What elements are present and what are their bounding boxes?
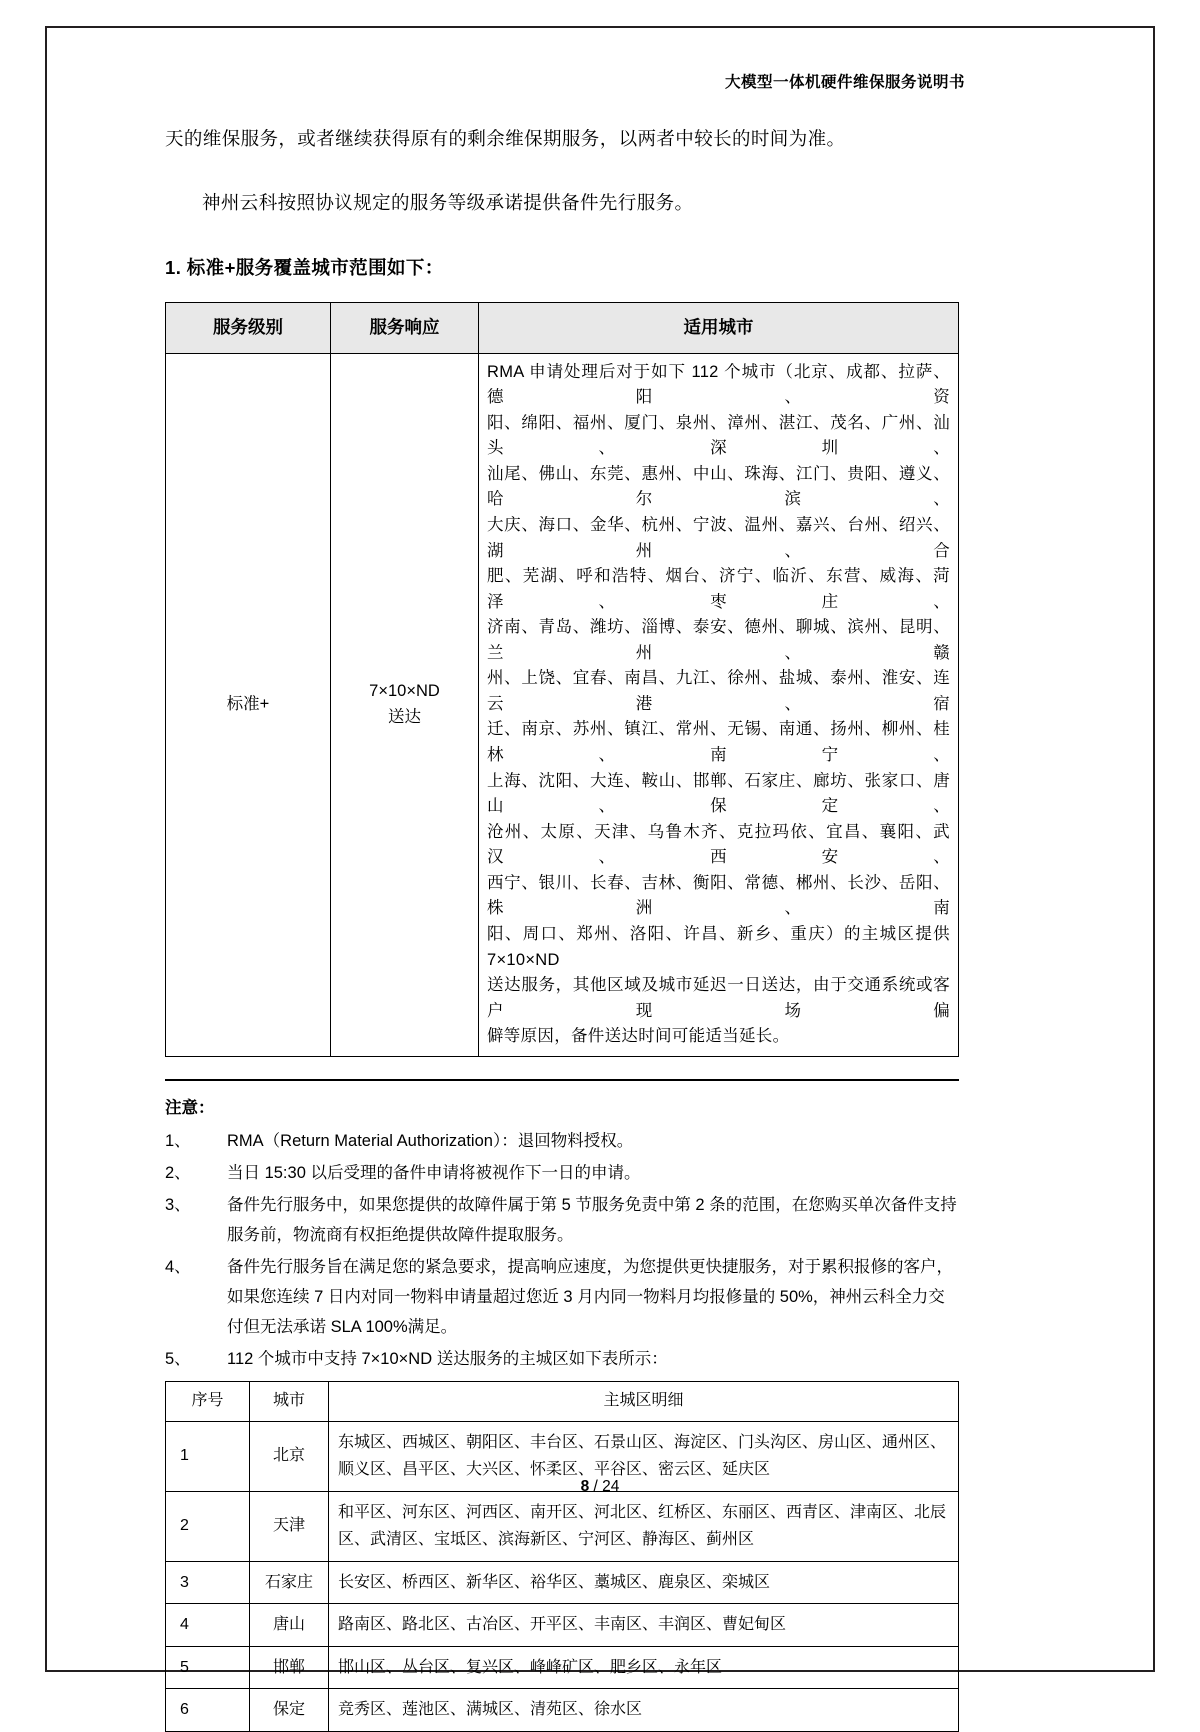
note-number: 1、 — [165, 1131, 191, 1150]
section-divider — [165, 1079, 959, 1081]
cell-district-detail: 长安区、桥西区、新华区、裕华区、藁城区、鹿泉区、栾城区 — [329, 1561, 959, 1604]
cities-line: 阳、绵阳、福州、厦门、泉州、漳州、湛江、茂名、广州、汕头、深圳、 — [487, 413, 950, 458]
cell-city: 北京 — [250, 1421, 329, 1491]
column-header-city: 城市 — [250, 1381, 329, 1421]
cities-line: 大庆、海口、金华、杭州、宁波、温州、嘉兴、台州、绍兴、湖州、合 — [487, 515, 950, 560]
cities-line: 上海、沈阳、大连、鞍山、邯郸、石家庄、廊坊、张家口、唐山、保定、 — [487, 771, 950, 816]
section-heading: 1. 标准+服务覆盖城市范围如下： — [165, 257, 444, 279]
list-item — [165, 1344, 959, 1374]
cities-line: RMA 申请处理后对于如下 112 个城市（北京、成都、拉萨、德阳、资 — [487, 362, 950, 407]
column-header-applicable-cities: 适用城市 — [479, 303, 959, 353]
table-row — [166, 1646, 959, 1689]
table-header-row — [166, 1381, 959, 1421]
cell-service-level: 标准+ — [166, 353, 331, 1056]
footer-separator: / — [593, 1478, 598, 1495]
cities-line: 送达服务，其他区域及城市延迟一日送达，由于交通系统或客户现场偏 — [487, 976, 950, 1020]
response-line-1: 7×10×ND — [369, 682, 440, 701]
footer-total-pages: 24 — [602, 1478, 620, 1495]
cities-line: 阳、周口、郑州、洛阳、许昌、新乡、重庆）的主城区提供 7×10×ND — [487, 924, 950, 969]
cities-line: 迁、南京、苏州、镇江、常州、无锡、南通、扬州、柳州、桂林、南宁、 — [487, 720, 950, 764]
cell-city: 石家庄 — [250, 1561, 329, 1604]
cell-district-detail: 竞秀区、莲池区、满城区、清苑区、徐水区 — [329, 1689, 959, 1732]
cell-index: 5 — [166, 1646, 250, 1689]
cities-line: 汕尾、佛山、东莞、惠州、中山、珠海、江门、贵阳、遵义、哈尔滨、 — [487, 464, 950, 509]
cell-index: 4 — [166, 1604, 250, 1647]
cities-line: 僻等原因，备件送达时间可能适当延长。 — [487, 1027, 790, 1046]
notes-list — [165, 1126, 959, 1374]
column-header-service-response: 服务响应 — [331, 303, 479, 353]
note-number: 5、 — [165, 1349, 191, 1368]
cell-city: 天津 — [250, 1491, 329, 1561]
cities-line: 沧州、太原、天津、乌鲁木齐、克拉玛依、宜昌、襄阳、武汉、西安、 — [487, 822, 950, 867]
cities-line: 济南、青岛、潍坊、淄博、泰安、德州、聊城、滨州、昆明、兰州、赣 — [487, 618, 950, 662]
service-coverage-table — [165, 302, 959, 1056]
note-number: 4、 — [165, 1257, 191, 1276]
cell-index: 2 — [166, 1491, 250, 1561]
cell-city: 唐山 — [250, 1604, 329, 1647]
note-text: 112 个城市中支持 7×10×ND 送达服务的主城区如下表所示： — [227, 1349, 668, 1368]
note-text: 备件先行服务旨在满足您的紧急要求，提高响应速度，为您提供更快捷服务，对于累积报修的客户，如果您连续 7 日内对同一物料申请量超过您近 3 月内同一物料月均报修量的 50%，神州云科全力交付但无法承诺 SLA 100%满足。 — [227, 1257, 953, 1336]
column-header-service-level: 服务级别 — [166, 303, 331, 353]
document-header-title: 大模型一体机硬件维保服务说明书 — [724, 74, 965, 91]
cell-applicable-cities — [479, 353, 959, 1056]
cell-district-detail: 邯山区、丛台区、复兴区、峰峰矿区、肥乡区、永年区 — [329, 1646, 959, 1689]
list-item — [165, 1158, 959, 1188]
cell-index: 6 — [166, 1689, 250, 1732]
cell-index: 3 — [166, 1561, 250, 1604]
table-row — [166, 1689, 959, 1732]
cell-district-detail: 路南区、路北区、古冶区、开平区、丰南区、丰润区、曹妃甸区 — [329, 1604, 959, 1647]
cell-district-detail: 和平区、河东区、河西区、南开区、河北区、红桥区、东丽区、西青区、津南区、北辰区、武清区、宝坻区、滨海新区、宁河区、静海区、蓟州区 — [329, 1491, 959, 1561]
list-item — [165, 1126, 959, 1156]
page-footer — [0, 1478, 1200, 1496]
footer-page-number: 8 — [580, 1478, 590, 1495]
cell-service-response — [331, 353, 479, 1056]
table-row — [166, 1561, 959, 1604]
paragraph-continuation: 天的维保服务，或者继续获得原有的剩余维保期服务，以两者中较长的时间为准。 — [165, 128, 846, 149]
cell-city: 保定 — [250, 1689, 329, 1732]
table-row — [166, 1491, 959, 1561]
note-text: 备件先行服务中，如果您提供的故障件属于第 5 节服务免责中第 2 条的范围，在您购买单次备件支持服务前，物流商有权拒绝提供故障件提取服务。 — [227, 1195, 957, 1244]
column-header-district-detail: 主城区明细 — [329, 1381, 959, 1421]
notes-title: 注意： — [165, 1098, 215, 1117]
response-line-2: 送达 — [388, 707, 421, 726]
note-number: 2、 — [165, 1163, 191, 1182]
paragraph-spare-parts: 神州云科按照协议规定的服务等级承诺提供备件先行服务。 — [202, 192, 694, 214]
cities-line: 西宁、银川、长春、吉林、衡阳、常德、郴州、长沙、岳阳、株洲、南 — [487, 873, 950, 918]
list-item — [165, 1190, 959, 1250]
cities-line: 肥、芜湖、呼和浩特、烟台、济宁、临沂、东营、威海、菏泽、枣庄、 — [487, 567, 950, 611]
main-district-table — [165, 1381, 959, 1732]
table-row — [166, 1604, 959, 1647]
note-text: 当日 15:30 以后受理的备件申请将被视作下一日的申请。 — [227, 1163, 641, 1182]
list-item — [165, 1252, 959, 1342]
cell-district-detail: 东城区、西城区、朝阳区、丰台区、石景山区、海淀区、门头沟区、房山区、通州区、顺义区、昌平区、大兴区、怀柔区、平谷区、密云区、延庆区 — [329, 1421, 959, 1491]
table-row — [166, 353, 959, 1056]
note-number: 3、 — [165, 1195, 191, 1214]
cell-city: 邯郸 — [250, 1646, 329, 1689]
note-text: RMA（Return Material Authorization）：退回物料授权。 — [227, 1131, 634, 1150]
table-header-row — [166, 303, 959, 353]
cell-index: 1 — [166, 1421, 250, 1491]
cities-line: 州、上饶、宜春、南昌、九江、徐州、盐城、泰州、淮安、连云港、宿 — [487, 669, 950, 713]
column-header-index: 序号 — [166, 1381, 250, 1421]
